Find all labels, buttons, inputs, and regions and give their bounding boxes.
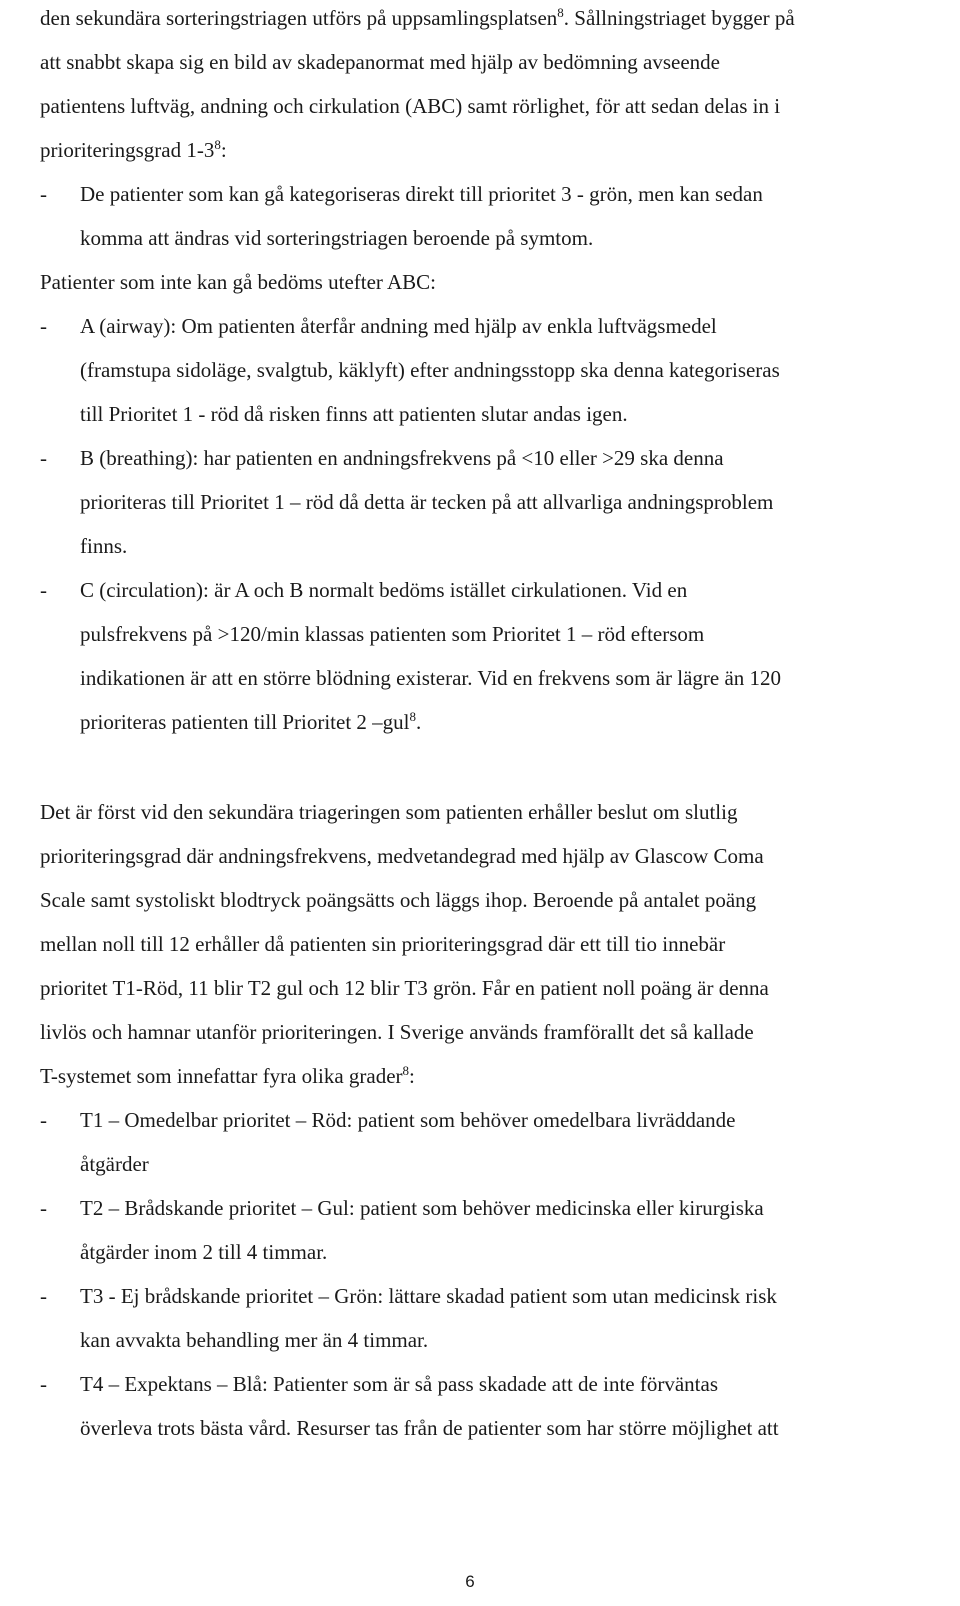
text-line: till Prioritet 1 - röd då risken finns att patienten slutar andas igen.: [80, 402, 628, 426]
list-item-t3: [40, 1274, 945, 1362]
text-line: prioritet T1-Röd, 11 blir T2 gul och 12 blir T3 grön. Får en patient noll poäng är denna: [40, 976, 769, 1000]
text-line: T1 – Omedelbar prioritet – Röd: patient som behöver omedelbara livräddande: [80, 1108, 736, 1132]
list-item-t1: [40, 1098, 945, 1186]
text-line: prioriteringsgrad där andningsfrekvens, medvetandegrad med hjälp av Glascow Coma: [40, 844, 764, 868]
text-line: kan avvakta behandling mer än 4 timmar.: [80, 1328, 429, 1352]
footnote-reference: 8: [402, 1063, 410, 1078]
text-line: patientens luftväg, andning och cirkulation (ABC) samt rörlighet, för att sedan delas in i: [40, 94, 781, 118]
text-line: T2 – Brådskande prioritet – Gul: patient som behöver medicinska eller kirurgiska: [80, 1196, 764, 1220]
text-line: prioriteras till Prioritet 1 – röd då detta är tecken på att allvarliga andningsproblem: [80, 490, 774, 514]
footnote-reference: 8: [214, 137, 221, 152]
bottom-text-section: [40, 790, 945, 1450]
text-line: B (breathing): har patienten en andningsfrekvens på <10 eller >29 ska denna: [80, 446, 724, 470]
text-line: pulsfrekvens på >120/min klassas patienten som Prioritet 1 – röd eftersom: [80, 622, 705, 646]
text-line: T3 - Ej brådskande prioritet – Grön: lättare skadad patient som utan medicinsk risk: [80, 1284, 777, 1308]
text-line: (framstupa sidoläge, svalgtub, käklyft) efter andningsstopp ska denna kategoriseras: [80, 358, 780, 382]
text-line: finns.: [80, 534, 128, 558]
text-line: T4 – Expektans – Blå: Patienter som är så pass skadade att de inte förväntas: [80, 1372, 718, 1396]
bullet-dash: -: [40, 446, 47, 470]
text-line: prioriteras patienten till Prioritet 2 –gul$^8$.: [80, 709, 422, 734]
text-line: åtgärder: [80, 1152, 149, 1176]
footnote-reference: 8: [557, 5, 564, 20]
top-text-section: [40, 0, 945, 744]
text-line: Scale samt systoliskt blodtryck poängsätts och läggs ihop. Beroende på antalet poäng: [40, 888, 757, 912]
text-line: indikationen är att en större blödning existerar. Vid en frekvens som är lägre än 120: [80, 666, 782, 690]
list-item-t2: [40, 1186, 945, 1274]
bullet-dash: -: [40, 314, 47, 338]
bullet-dash: -: [40, 1372, 47, 1396]
list-item-t4: [40, 1362, 945, 1450]
text-line: Det är först vid den sekundära triageringen som patienten erhåller beslut om slutlig: [40, 800, 738, 824]
list-item-breathing: [40, 436, 945, 568]
text-line: T-systemet som innefattar fyra olika grader$^8$:: [40, 1063, 415, 1088]
text-line: prioriteringsgrad $1-3^8$:: [40, 137, 227, 162]
text-line: C (circulation): är A och B normalt bedöms istället cirkulationen. Vid en: [80, 578, 688, 602]
bullet-dash: -: [40, 1108, 47, 1132]
text-line: komma att ändras vid sorteringstriagen beroende på symtom.: [80, 226, 594, 250]
bullet-dash: -: [40, 182, 47, 206]
list-item-airway: [40, 304, 945, 436]
list-item-walking-patients: [40, 172, 945, 260]
text-line: De patienter som kan gå kategoriseras direkt till prioritet 3 - grön, men kan sedan: [80, 182, 763, 206]
bullet-dash: -: [40, 1196, 47, 1220]
text-line: livlös och hamnar utanför prioriteringen. I Sverige används framförallt det så kallade: [40, 1020, 754, 1044]
text-line: mellan noll till 12 erhåller då patienten sin prioriteringsgrad där ett till tio innebär: [40, 932, 726, 956]
text-line: Patienter som inte kan gå bedöms utefter ABC:: [40, 270, 437, 294]
text-line: den sekundära sorteringstriagen utförs på uppsamlingsplatsen$^8$. Sållningstriaget bygger på: [40, 5, 795, 30]
list-item-circulation: [40, 568, 945, 744]
text-line: åtgärder inom 2 till 4 timmar.: [80, 1240, 328, 1264]
text-line: överleva trots bästa vård. Resurser tas från de patienter som har större möjlighet att: [80, 1416, 779, 1440]
bullet-dash: -: [40, 1284, 47, 1308]
bullet-dash: -: [40, 578, 47, 602]
footnote-reference: 8: [409, 709, 417, 724]
text-line: att snabbt skapa sig en bild av skadepanormat med hjälp av bedömning avseende: [40, 50, 720, 74]
text-line: A (airway): Om patienten återfår andning med hjälp av enkla luftvägsmedel: [80, 314, 717, 338]
page-number: 6: [465, 1572, 475, 1591]
